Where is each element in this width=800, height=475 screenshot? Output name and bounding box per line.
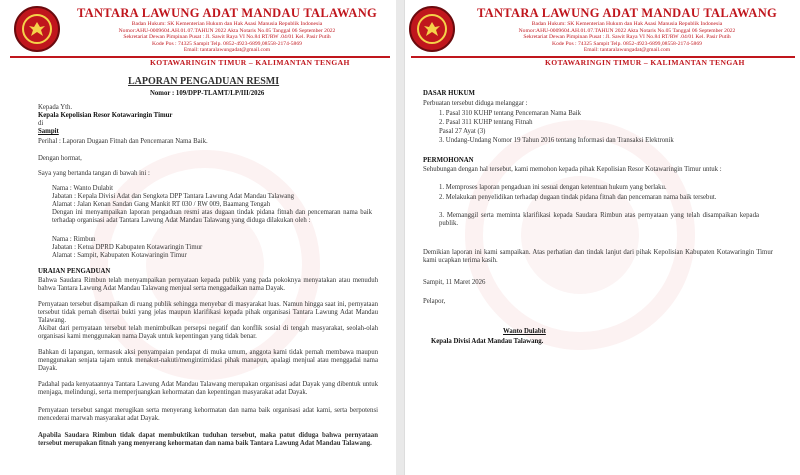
complaint-paragraph: Pernyataan tersebut disampaikan di ruang publik sehingga menyebar di masyarakat luas. Namun hingga saat ini, pernyataan tersebut tidak pernah disertai bukti yang jelas maupun klarifikasi kepada pihak organisasi Tantara Lawung Adat Mandau Talawang. <box>38 301 378 324</box>
reporter-line: Nama : Wanto Dulabit <box>52 185 114 192</box>
complaint-paragraph: Pernyataan tersebut sangat merugikan serta menyerang kehormatan dan nama baik organisasi adat kami, serta berpotensi mencederai marwah masyarakat adat Dayak. <box>38 407 378 422</box>
letterhead-line: Badan Hukum: SK Kementerian Hukum dan Hak Asasi Manusia Republik Indonesia <box>131 21 323 27</box>
watermark-logo <box>465 120 695 350</box>
section-heading: DASAR HUKUM <box>423 90 475 97</box>
page-gap <box>396 0 404 475</box>
letterhead-line: Nomor:AHU-0009604.AH.01.07.TAHUN 2022 Akta Notaris No.05 Tanggal 06 September 2022 <box>118 27 336 34</box>
section-heading: PERMOHONAN <box>423 157 474 164</box>
statement-paragraph: Dengan ini menyampaikan laporan pengaduan resmi atas dugaan tindak pidana fitnah dan pencemaran nama baik terhadap organisasi adat Tantara Lawung Adat Mandau Talawang yang diduga dilakukan oleh : <box>52 209 372 224</box>
subject-line: Perihal : Laporan Dugaan Fitnah dan Pencemaran Nama Baik. <box>38 138 208 145</box>
request-item: 2. Melakukan penyelidikan terhadap dugaan tindak pidana fitnah dan pencemaran nama baik tersebut. <box>439 194 717 201</box>
letterhead-region: KOTAWARINGIN TIMUR – KALIMANTAN TENGAH <box>150 58 350 67</box>
legal-basis-item: Pasal 27 Ayat (3) <box>439 128 486 135</box>
org-name: TANTARA LAWUNG ADAT MANDAU TALAWANG <box>476 6 778 20</box>
reported-line: Jabatan : Ketua DPRD Kabupaten Kotawaringin Timur <box>52 244 203 251</box>
complaint-paragraph: Bahwa Saudara Rimbun telah menyampaikan pernyataan kepada publik yang pada pokoknya menyatakan atau menuduh bahwa Tantara Lawung Adat Mandau Talawang menjual serta menggadaikan nama Dayak. <box>38 277 378 292</box>
place-date: Sampit, 11 Maret 2026 <box>423 279 486 286</box>
organization-logo <box>409 6 455 52</box>
reported-line: Nama : Rimbun <box>52 236 96 243</box>
letterhead <box>457 6 797 54</box>
closing-paragraph: Demikian laporan ini kami sampaikan. Atas perhatian dan tindak lanjut dari pihak Kepolisian Kabupaten Kotawaringin Timur kami ucapkan terima kasih. <box>423 249 773 264</box>
complaint-paragraph: Bahkan di lapangan, termasuk aksi penyampaian pendapat di muka umum, anggota kami tidak pernah membawa maupun menggunakan senjata tajam untuk menakut-nakuti/mengintimidasi pihak manapun, apalagi menjual atau menggadai nama Dayak. <box>38 349 378 372</box>
letterhead-line: Kode Pos : 74325 Sampit Telp. 0852-4923-6899,08558-2174-5869 <box>552 40 702 47</box>
reported-line: Alamat : Sampit, Kabupaten Kotawaringin Timur <box>52 252 187 259</box>
request-item: 1. Memproses laporan pengaduan ini sesuai dengan ketentuan hukum yang berlaku. <box>439 184 667 191</box>
request-intro: Sehubungan dengan hal tersebut, kami memohon kepada pihak Kepolisian Resor Kotawaringin Timur untuk : <box>423 166 722 173</box>
legal-basis-item: 3. Undang-Undang Nomor 19 Tahun 2016 tentang Informasi dan Transaksi Elektronik <box>439 137 674 144</box>
document-title: LAPORAN PENGADUAN RESMI <box>128 76 280 87</box>
document-page-1 <box>0 0 397 475</box>
reporter-label: Pelapor, <box>423 298 446 305</box>
recipient-line: di <box>38 120 44 127</box>
letterhead-region: KOTAWARINGIN TIMUR – KALIMANTAN TENGAH <box>545 58 745 67</box>
letterhead-line: Kode Pos : 74325 Sampit Telp. 0852-4923-6899,08558-2174-5869 <box>152 40 302 47</box>
letterhead <box>62 6 392 54</box>
letterhead-line: Sekretariat Dewan Pimpinan Pusat : Jl. Sawit Raya VI No.84 RT/RW .04/01 Kel. Pasir Putih <box>123 34 331 41</box>
reporter-line: Alamat : Jalan Kenan Sandan Gang Mankit RT 030 / RW 009, Baamang Tengah <box>52 201 271 208</box>
signer-title: Kepala Divisi Adat Mandau Talawang. <box>431 338 544 345</box>
watermark-logo <box>90 150 320 380</box>
letterhead-line: Email: tantaralawungadat@gmail.com <box>583 47 671 54</box>
legal-basis-intro: Perbuatan tersebut diduga melanggar : <box>423 100 528 107</box>
legal-basis-item: 1. Pasal 310 KUHP tentang Pencemaran Nama Baik <box>439 110 582 117</box>
recipient-line: Kepala Kepolisian Resor Kotawaringin Timur <box>38 112 173 119</box>
section-heading: URAIAN PENGADUAN <box>38 268 111 275</box>
salutation: Dengan hormat, <box>38 155 82 162</box>
recipient-line: Sampit <box>38 128 59 135</box>
letterhead-line: Email: tantaralawungadat@gmail.com <box>183 47 271 54</box>
document-page-2 <box>404 0 800 475</box>
intro-text: Saya yang bertanda tangan di bawah ini : <box>38 170 150 177</box>
legal-basis-item: 2. Pasal 311 KUHP tentang Fitnah <box>439 119 533 126</box>
complaint-paragraph: Akibat dari pernyataan tersebut telah menimbulkan persepsi negatif dan konflik sosial di tengah masyarakat, seolah-olah organisasi kami menggunakan nama Dayak untuk kepentingan yang tidak benar. <box>38 325 378 340</box>
reporter-line: Jabatan : Kepala Divisi Adat dan Sengketa DPP Tantara Lawung Adat Mandau Talawang <box>52 193 295 200</box>
org-name: TANTARA LAWUNG ADAT MANDAU TALAWANG <box>76 6 378 20</box>
recipient-line: Kepada Yth. <box>38 104 73 111</box>
signer-name: Wanto Dulabit <box>503 328 546 335</box>
letterhead-line: Badan Hukum: SK Kementerian Hukum dan Hak Asasi Manusia Republik Indonesia <box>531 21 723 27</box>
organization-logo <box>14 6 60 52</box>
closing-paragraph: Apabila Saudara Rimbun tidak dapat membuktikan tuduhan tersebut, maka patut diduga bahwa pernyataan tersebut merupakan fitnah yang menyerang kehormatan dan nama baik Tantara Lawung Adat Mandau Talawang. <box>38 432 378 447</box>
letterhead-line: Nomor:AHU-0009604.AH.01.07.TAHUN 2022 Akta Notaris No.05 Tanggal 06 September 2022 <box>518 27 736 34</box>
request-item: 3. Memanggil serta meminta klarifikasi kepada Saudara Rimbun atas pernyataan yang telah disampaikan kepada publik. <box>439 212 759 227</box>
complaint-paragraph: Padahal pada kenyataannya Tantara Lawung Adat Mandau Talawang merupakan organisasi adat Dayak yang dibentuk untuk menjaga, melindungi, serta memperjuangkan kehormatan dan kepentingan masyarakat adat Dayak. <box>38 381 378 396</box>
document-number: Nomor : 109/DPP-TLAMT/LP/III/2026 <box>150 90 265 97</box>
letterhead-line: Sekretariat Dewan Pimpinan Pusat : Jl. Sawit Raya VI No.84 RT/RW .04/01 Kel. Pasir Putih <box>523 34 731 41</box>
